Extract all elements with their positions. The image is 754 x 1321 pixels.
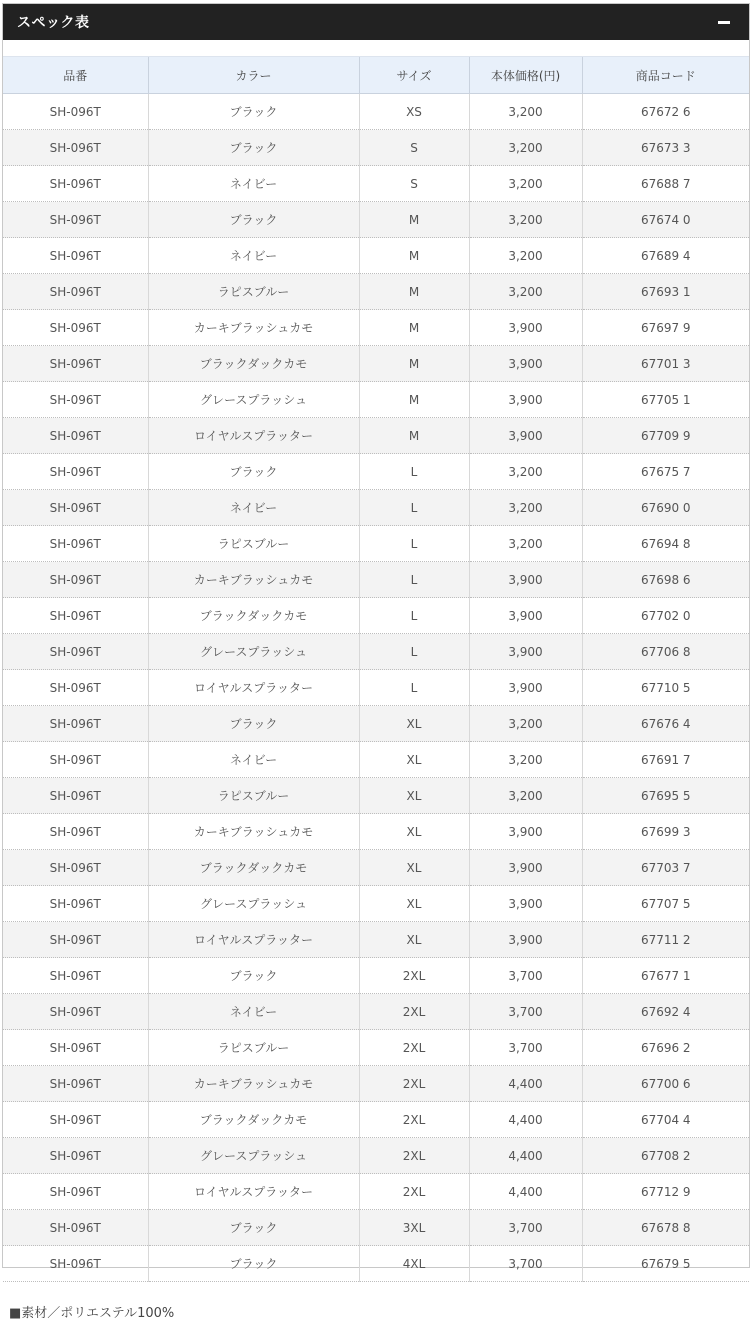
cell-size: L (359, 454, 469, 490)
table-row (3, 418, 749, 454)
table-row (3, 814, 749, 850)
cell-size: XL (359, 922, 469, 958)
cell-price: 3,900 (469, 922, 582, 958)
cell-size: 4XL (359, 1246, 469, 1282)
header-size: サイズ (359, 57, 469, 94)
cell-price: 3,200 (469, 706, 582, 742)
cell-price: 3,900 (469, 886, 582, 922)
cell-price: 3,900 (469, 598, 582, 634)
cell-price: 3,200 (469, 202, 582, 238)
table-row (3, 166, 749, 202)
cell-color: グレースプラッシュ (148, 382, 359, 418)
cell-size: L (359, 634, 469, 670)
cell-part-number: SH-096T (3, 562, 148, 598)
cell-price: 3,700 (469, 1030, 582, 1066)
cell-color: ネイビー (148, 994, 359, 1030)
cell-product-code: 67710 5 (582, 670, 749, 706)
cell-size: XL (359, 850, 469, 886)
cell-product-code: 67709 9 (582, 418, 749, 454)
table-row (3, 994, 749, 1030)
table-row (3, 706, 749, 742)
cell-color: ロイヤルスプラッター (148, 1174, 359, 1210)
collapse-button[interactable] (713, 11, 735, 33)
cell-price: 3,900 (469, 382, 582, 418)
cell-part-number: SH-096T (3, 778, 148, 814)
cell-price: 3,200 (469, 166, 582, 202)
cell-product-code: 67700 6 (582, 1066, 749, 1102)
cell-product-code: 67675 7 (582, 454, 749, 490)
cell-color: ラピスブルー (148, 526, 359, 562)
cell-part-number: SH-096T (3, 1138, 148, 1174)
cell-part-number: SH-096T (3, 382, 148, 418)
cell-size: XS (359, 94, 469, 130)
cell-product-code: 67674 0 (582, 202, 749, 238)
cell-size: XL (359, 778, 469, 814)
cell-part-number: SH-096T (3, 202, 148, 238)
cell-product-code: 67708 2 (582, 1138, 749, 1174)
cell-color: グレースプラッシュ (148, 886, 359, 922)
cell-color: カーキブラッシュカモ (148, 1066, 359, 1102)
cell-part-number: SH-096T (3, 634, 148, 670)
cell-part-number: SH-096T (3, 886, 148, 922)
cell-size: M (359, 202, 469, 238)
cell-product-code: 67689 4 (582, 238, 749, 274)
table-row (3, 742, 749, 778)
cell-part-number: SH-096T (3, 958, 148, 994)
cell-product-code: 67695 5 (582, 778, 749, 814)
cell-size: M (359, 274, 469, 310)
table-row (3, 778, 749, 814)
cell-product-code: 67692 4 (582, 994, 749, 1030)
cell-size: 2XL (359, 1138, 469, 1174)
cell-color: ブラック (148, 706, 359, 742)
cell-color: グレースプラッシュ (148, 634, 359, 670)
cell-price: 3,900 (469, 418, 582, 454)
table-row (3, 598, 749, 634)
table-row (3, 562, 749, 598)
cell-product-code: 67697 9 (582, 310, 749, 346)
cell-part-number: SH-096T (3, 130, 148, 166)
cell-size: 2XL (359, 1030, 469, 1066)
cell-part-number: SH-096T (3, 706, 148, 742)
table-row (3, 94, 749, 130)
cell-color: ブラックダックカモ (148, 598, 359, 634)
cell-color: ラピスブルー (148, 274, 359, 310)
cell-product-code: 67703 7 (582, 850, 749, 886)
cell-part-number: SH-096T (3, 238, 148, 274)
table-row (3, 310, 749, 346)
cell-part-number: SH-096T (3, 922, 148, 958)
cell-price: 4,400 (469, 1066, 582, 1102)
cell-part-number: SH-096T (3, 490, 148, 526)
cell-price: 3,200 (469, 274, 582, 310)
spec-panel (2, 3, 750, 1321)
cell-product-code: 67699 3 (582, 814, 749, 850)
cell-price: 3,700 (469, 1210, 582, 1246)
cell-price: 3,200 (469, 130, 582, 166)
cell-part-number: SH-096T (3, 346, 148, 382)
cell-product-code: 67688 7 (582, 166, 749, 202)
cell-color: ネイビー (148, 166, 359, 202)
cell-product-code: 67672 6 (582, 94, 749, 130)
cell-price: 3,900 (469, 562, 582, 598)
cell-color: ブラック (148, 202, 359, 238)
header-price: 本体価格(円) (469, 57, 582, 94)
table-row (3, 850, 749, 886)
header-part-number: 品番 (3, 57, 148, 94)
cell-part-number: SH-096T (3, 598, 148, 634)
cell-size: 2XL (359, 1066, 469, 1102)
cell-size: 3XL (359, 1210, 469, 1246)
cell-size: L (359, 598, 469, 634)
table-header-row (3, 57, 749, 94)
cell-product-code: 67712 9 (582, 1174, 749, 1210)
cell-price: 3,200 (469, 490, 582, 526)
minus-icon (718, 21, 730, 24)
cell-price: 4,400 (469, 1102, 582, 1138)
cell-part-number: SH-096T (3, 670, 148, 706)
cell-price: 3,200 (469, 94, 582, 130)
cell-size: M (359, 346, 469, 382)
cell-size: XL (359, 706, 469, 742)
cell-size: M (359, 382, 469, 418)
table-row (3, 274, 749, 310)
cell-part-number: SH-096T (3, 1030, 148, 1066)
cell-color: ブラック (148, 958, 359, 994)
cell-size: 2XL (359, 958, 469, 994)
cell-part-number: SH-096T (3, 850, 148, 886)
cell-product-code: 67679 5 (582, 1246, 749, 1282)
cell-color: ブラックダックカモ (148, 1102, 359, 1138)
cell-size: XL (359, 814, 469, 850)
header-product-code: 商品コード (582, 57, 749, 94)
panel-title: スペック表 (17, 15, 90, 31)
cell-size: S (359, 130, 469, 166)
table-row (3, 958, 749, 994)
table-row (3, 346, 749, 382)
spec-table (3, 56, 749, 1282)
cell-part-number: SH-096T (3, 814, 148, 850)
cell-color: ネイビー (148, 238, 359, 274)
cell-price: 3,900 (469, 346, 582, 382)
cell-size: XL (359, 886, 469, 922)
cell-color: ブラック (148, 130, 359, 166)
cell-size: L (359, 562, 469, 598)
cell-color: ブラック (148, 94, 359, 130)
cell-size: 2XL (359, 994, 469, 1030)
cell-price: 3,700 (469, 994, 582, 1030)
table-row (3, 1066, 749, 1102)
cell-size: M (359, 238, 469, 274)
cell-color: ラピスブルー (148, 1030, 359, 1066)
cell-part-number: SH-096T (3, 310, 148, 346)
cell-product-code: 67691 7 (582, 742, 749, 778)
cell-product-code: 67711 2 (582, 922, 749, 958)
cell-product-code: 67693 1 (582, 274, 749, 310)
cell-product-code: 67704 4 (582, 1102, 749, 1138)
cell-part-number: SH-096T (3, 94, 148, 130)
cell-part-number: SH-096T (3, 166, 148, 202)
table-row (3, 202, 749, 238)
cell-part-number: SH-096T (3, 454, 148, 490)
cell-color: ブラックダックカモ (148, 850, 359, 886)
table-row (3, 886, 749, 922)
cell-part-number: SH-096T (3, 1210, 148, 1246)
cell-part-number: SH-096T (3, 1102, 148, 1138)
cell-price: 3,900 (469, 310, 582, 346)
cell-product-code: 67673 3 (582, 130, 749, 166)
cell-part-number: SH-096T (3, 1066, 148, 1102)
cell-product-code: 67702 0 (582, 598, 749, 634)
cell-part-number: SH-096T (3, 994, 148, 1030)
table-row (3, 1138, 749, 1174)
table-row (3, 1102, 749, 1138)
cell-product-code: 67677 1 (582, 958, 749, 994)
table-row (3, 1246, 749, 1282)
cell-size: L (359, 670, 469, 706)
cell-size: 2XL (359, 1174, 469, 1210)
cell-part-number: SH-096T (3, 742, 148, 778)
cell-color: ロイヤルスプラッター (148, 418, 359, 454)
cell-price: 3,200 (469, 742, 582, 778)
cell-price: 3,200 (469, 778, 582, 814)
table-row (3, 1174, 749, 1210)
cell-product-code: 67676 4 (582, 706, 749, 742)
panel-header[interactable] (3, 4, 749, 40)
table-row (3, 634, 749, 670)
cell-price: 4,400 (469, 1174, 582, 1210)
cell-color: ブラック (148, 454, 359, 490)
cell-price: 3,900 (469, 634, 582, 670)
cell-color: ネイビー (148, 490, 359, 526)
cell-color: ラピスブルー (148, 778, 359, 814)
table-row (3, 238, 749, 274)
cell-price: 3,900 (469, 670, 582, 706)
cell-product-code: 67698 6 (582, 562, 749, 598)
header-color: カラー (148, 57, 359, 94)
cell-part-number: SH-096T (3, 1174, 148, 1210)
table-row (3, 382, 749, 418)
table-row (3, 922, 749, 958)
table-row (3, 130, 749, 166)
cell-color: カーキブラッシュカモ (148, 814, 359, 850)
cell-size: M (359, 418, 469, 454)
cell-size: L (359, 526, 469, 562)
cell-size: XL (359, 742, 469, 778)
cell-size: S (359, 166, 469, 202)
cell-part-number: SH-096T (3, 1246, 148, 1282)
cell-price: 3,200 (469, 238, 582, 274)
material-note: ■素材／ポリエステル100% (9, 1306, 175, 1321)
cell-color: カーキブラッシュカモ (148, 310, 359, 346)
cell-color: ロイヤルスプラッター (148, 922, 359, 958)
cell-size: L (359, 490, 469, 526)
cell-price: 3,700 (469, 1246, 582, 1282)
cell-price: 3,200 (469, 454, 582, 490)
table-row (3, 454, 749, 490)
cell-price: 3,900 (469, 850, 582, 886)
cell-product-code: 67707 5 (582, 886, 749, 922)
cell-price: 3,900 (469, 814, 582, 850)
cell-color: グレースプラッシュ (148, 1138, 359, 1174)
cell-product-code: 67678 8 (582, 1210, 749, 1246)
cell-price: 3,700 (469, 958, 582, 994)
cell-price: 4,400 (469, 1138, 582, 1174)
cell-product-code: 67701 3 (582, 346, 749, 382)
cell-part-number: SH-096T (3, 526, 148, 562)
cell-color: ブラック (148, 1210, 359, 1246)
cell-size: 2XL (359, 1102, 469, 1138)
table-row (3, 670, 749, 706)
cell-product-code: 67705 1 (582, 382, 749, 418)
cell-color: ブラック (148, 1246, 359, 1282)
table-row (3, 526, 749, 562)
cell-size: M (359, 310, 469, 346)
cell-part-number: SH-096T (3, 418, 148, 454)
table-row (3, 490, 749, 526)
cell-product-code: 67696 2 (582, 1030, 749, 1066)
cell-color: ブラックダックカモ (148, 346, 359, 382)
cell-product-code: 67690 0 (582, 490, 749, 526)
cell-color: ロイヤルスプラッター (148, 670, 359, 706)
cell-product-code: 67706 8 (582, 634, 749, 670)
cell-color: ネイビー (148, 742, 359, 778)
cell-product-code: 67694 8 (582, 526, 749, 562)
table-row (3, 1030, 749, 1066)
table-body (3, 94, 749, 1282)
cell-color: カーキブラッシュカモ (148, 562, 359, 598)
cell-part-number: SH-096T (3, 274, 148, 310)
cell-price: 3,200 (469, 526, 582, 562)
table-row (3, 1210, 749, 1246)
